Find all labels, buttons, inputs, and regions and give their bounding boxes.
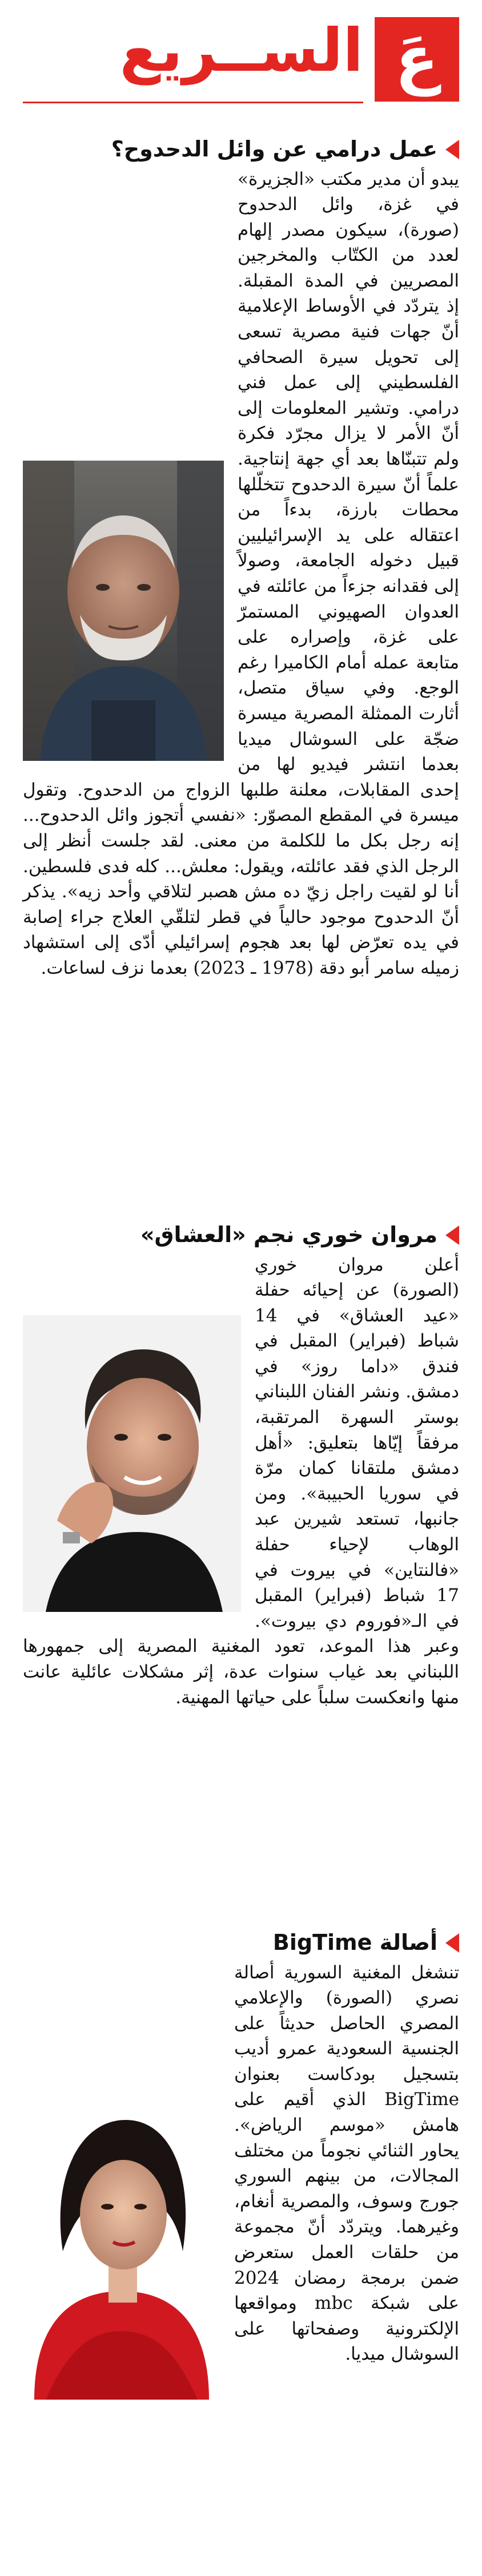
article-body <box>23 167 459 981</box>
portrait-photo <box>23 2080 220 2400</box>
article-marwan-khoury <box>23 1222 459 1710</box>
article-body <box>23 1960 459 2368</box>
body-text: يبدو أن مدير مكتب «الجزيرة» في غزة، وائل الدحدوح (صورة)، سيكون مصدر إلهام لعدد من الكتّاب والمخرجين المصريين في المدة المقبلة. إذ يتردّد في الأوساط الإعلامية أنّ جهات فنية مصرية تسعى إلى تحويل سيرة الصحافي الفلسطيني إلى عمل فني درامي. وتشير المعلومات إلى أنّ الأمر لا يزال مجرّد فكرة ولم تتبنّاها بعد أي جهة إنتاجية. علماً أنّ سيرة الدحدوح تتخلّلها محطات بارزة، بدءاً من اعتقاله على يد الإسرائيليين قبيل دخوله الجامعة، وصولاً إلى فقدانه جزءاً من عائلته في العدوان الصهيوني المستمرّ على غزة، وإصراره على متابعة عمله أمام الكاميرا رغم الوجع. وفي سياق متصل، أثارت الممثلة المصرية ميسرة ضجّة على السوشال ميديا بعدما انتشر فيديو لها من إحدى المقابلات، معلنة طلبها الزواج من الدحدوح. وتقول ميسرة في المقطع المصوّر: «نفسي أتجوز وائل الدحدوح... إنه رجل بكل ما للكلمة من معنى. لقد جلست أنظر إلى الرجل الذي فقد عائلته، ويقول: معلش... كله فدى فلسطين. أنا لو لقيت راجل زيّ ده مش هصبر لتلاقي وأحد زيه». يذكر أنّ الدحدوح موجود حالياً في قطر لتلقّي العلاج جراء إصابة في يده تعرّض لها بعد هجوم إسرائيلي أدّى إلى استشهاد زميله سامر أبو دقة (1978 ـ 2023) بعدما نزف لساعات. <box>23 168 459 978</box>
article-assala <box>23 1929 459 2405</box>
article-dahdouh <box>23 136 459 981</box>
masthead <box>23 17 459 103</box>
article-photo <box>23 461 224 761</box>
masthead-rule <box>23 102 363 103</box>
article-body <box>23 1252 459 1711</box>
article-headline <box>23 1929 459 1957</box>
section-badge: عَ <box>375 17 459 102</box>
headline-text: عمل درامي عن وائل الدحدوح؟ <box>111 136 437 162</box>
article-photo <box>23 1315 241 1612</box>
triangle-bullet-icon <box>445 1933 459 1953</box>
body-text: أعلن مروان خوري (الصورة) عن إحيائه حفلة «عيد العشاق» في 14 شباط (فبراير) المقبل في فندق «داما روز» في دمشق. ونشر الفنان اللبناني بوستر السهرة المرتقبة، مرفقاً إيّاها بتعليق: «أهل دمشق ملتقانا كمان مرّة في سوريا الحبيبة». ومن جانبها، تستعد شيرين عبد الوهاب لإحياء حفلة «فالنتاين» في بيروت في 17 شباط (فبراير) المقبل في الـ«فوروم دي بيروت». وعبر هذا الموعد، تعود المغنية المصرية إلى جمهورها اللبناني بعد غياب سنوات عدة، إثر مشكلات عائلية عانت منها وانعكست سلباً على حياتها المهنية. <box>23 1254 459 1708</box>
triangle-bullet-icon <box>445 1225 459 1245</box>
article-headline <box>23 136 459 163</box>
portrait-photo <box>23 1315 241 1612</box>
section-title: الســريع <box>119 15 363 85</box>
article-photo <box>23 2080 220 2400</box>
body-text: تنشغل المغنية السورية أصالة نصري (الصورة) والإعلامي المصري الحاصل حديثاً على الجنسية السعودية عمرو أديب بتسجيل بودكاست بعنوان BigTime الذي أقيم على هامش «موسم الرياض». يحاور الثنائي نجوماً من مختلف المجالات، من بينهم السوري جورج وسوف، والمصرية أنغام، وغيرهما. ويتردّد أنّ مجموعة من حلقات العمل ستعرض ضمن برمجة رمضان 2024 على شبكة mbc ومواقعها الإلكترونية وصفحاتها على السوشال ميديا. <box>234 1962 459 2365</box>
triangle-bullet-icon <box>445 140 459 159</box>
portrait-photo <box>23 461 224 761</box>
headline-text: مروان خوري نجم «العشاق» <box>140 1222 437 1247</box>
article-headline <box>23 1222 459 1249</box>
headline-text: أصالة BigTime <box>272 1930 437 1955</box>
